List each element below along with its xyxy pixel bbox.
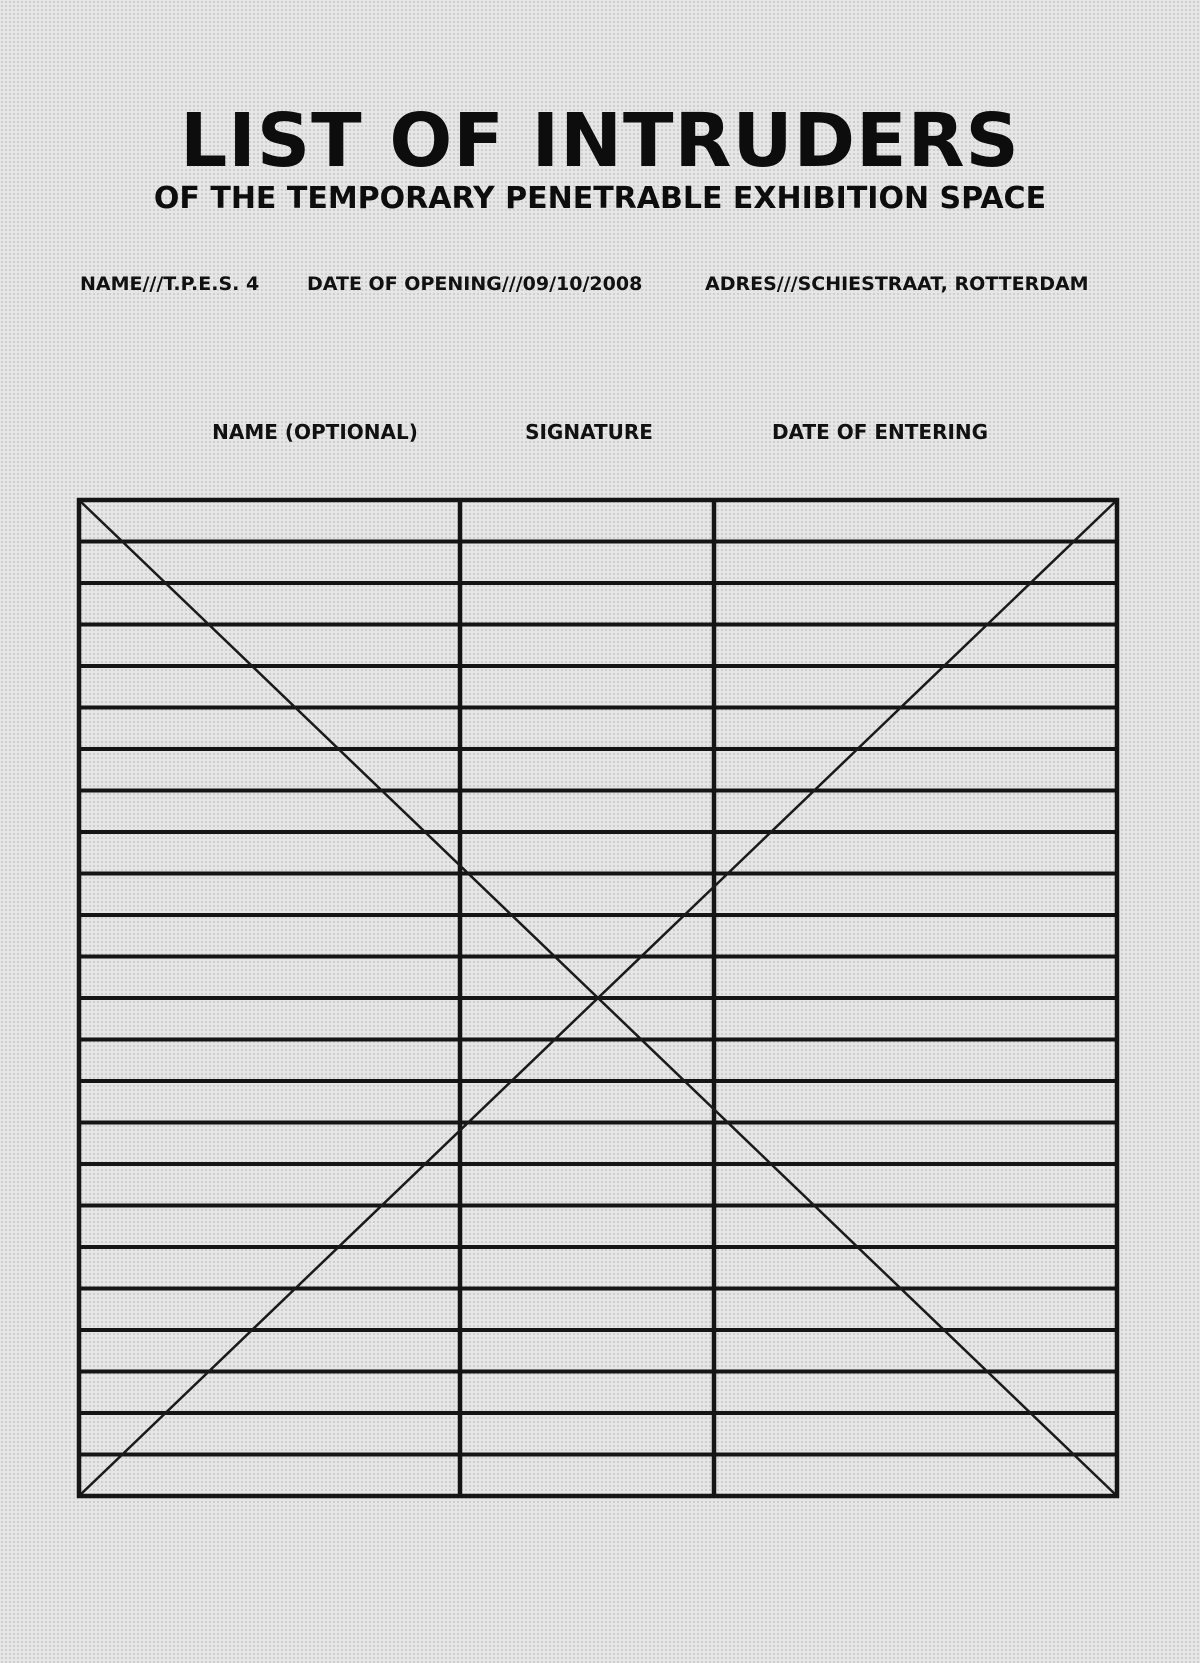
column-header-date-of-entering: DATE OF ENTERING bbox=[771, 420, 989, 444]
meta-date-of-opening: DATE OF OPENING///09/10/2008 bbox=[307, 273, 643, 295]
meta-address: ADRES///SCHIESTRAAT, ROTTERDAM bbox=[705, 273, 1089, 295]
column-header-name: NAME (OPTIONAL) bbox=[212, 420, 418, 444]
page-title: LIST OF INTRUDERS bbox=[180, 98, 1020, 184]
page-subtitle: OF THE TEMPORARY PENETRABLE EXHIBITION SPACE bbox=[153, 181, 1047, 216]
meta-name: NAME///T.P.E.S. 4 bbox=[80, 273, 260, 295]
column-header-signature: SIGNATURE bbox=[525, 420, 653, 444]
